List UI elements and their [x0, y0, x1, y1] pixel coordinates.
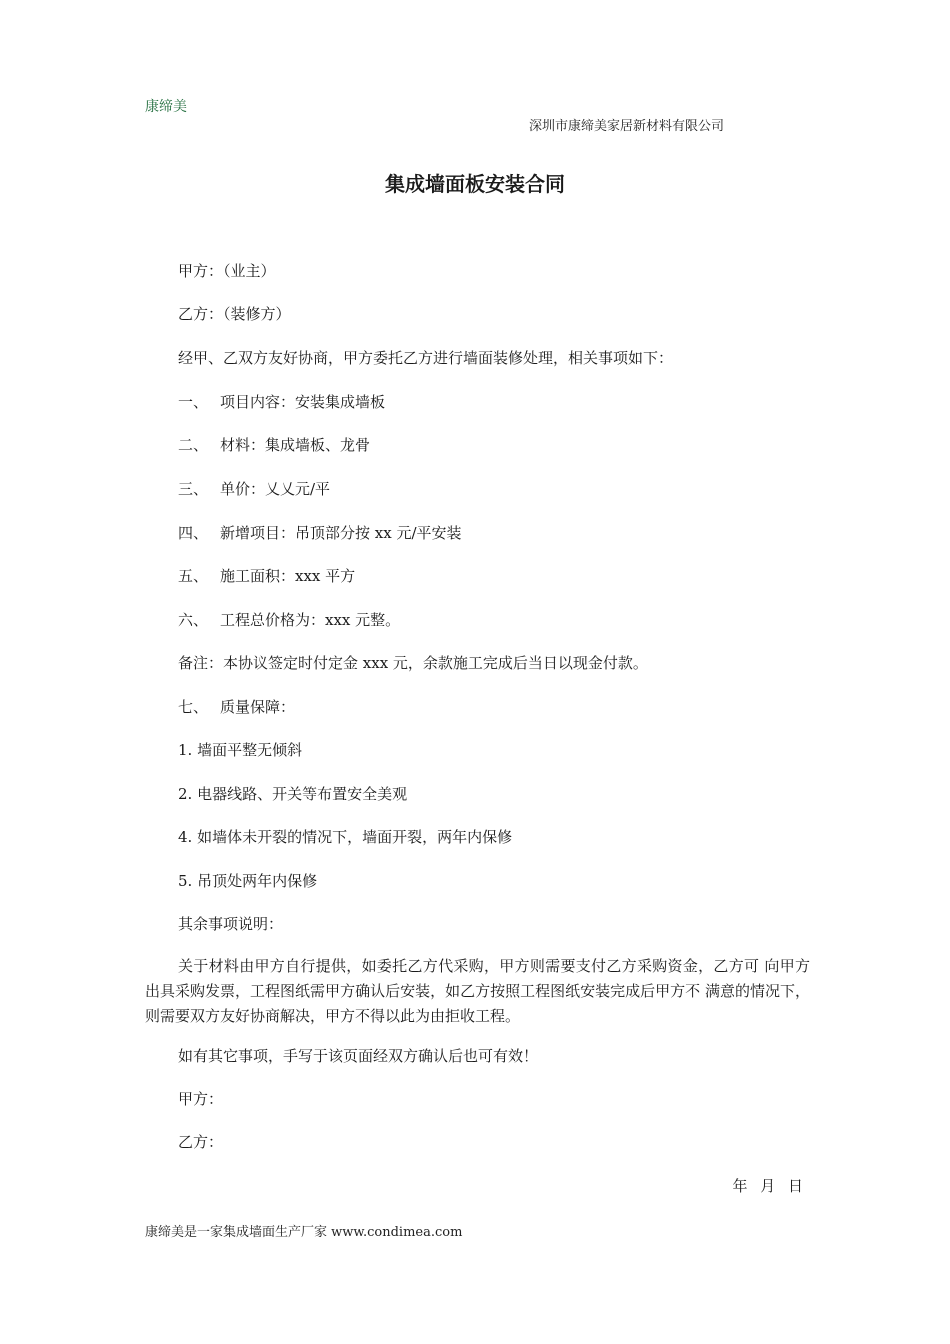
clause-text: 项目内容：安装集成墙板: [220, 393, 386, 411]
clause-item: [178, 522, 462, 543]
quality-item: 4. 如墙体未开裂的情况下，墙面开裂，两年内保修: [178, 828, 513, 846]
clause-number: 三、: [178, 480, 209, 498]
quality-item: 2. 电器线路、开关等布置安全美观: [178, 785, 408, 803]
clause-item: [178, 696, 295, 717]
handwritten-note: 如有其它事项，手写于该页面经双方确认后也可有效！: [178, 1047, 539, 1065]
clause-text: 材料：集成墙板、龙骨: [220, 436, 371, 454]
clause-text: 单价：乂乂元/平: [220, 480, 331, 498]
document-title: 集成墙面板安装合同: [385, 172, 565, 196]
quality-item: 5. 吊顶处两年内保修: [178, 872, 318, 890]
clause-number: 二、: [178, 436, 209, 454]
signature-party-b: 乙方：: [178, 1133, 224, 1151]
clause-item: [178, 391, 385, 412]
clause-text: 质量保障：: [220, 698, 296, 716]
clause-number: 五、: [178, 567, 209, 585]
company-name: 深圳市康缔美家居新材料有限公司: [528, 119, 724, 134]
signature-party-a: 甲方：: [178, 1090, 224, 1108]
other-matters-paragraph: 关于材料由甲方自行提供，如委托乙方代采购，甲方则需要支付乙方采购资金，乙方可 向甲方出具采购发票，工程图纸需甲方确认后安装，如乙方按照工程图纸安装完成后甲方不 满意的情况下，则需要双方友好协商解决，甲方不得以此为由拒收工程。: [145, 957, 810, 1025]
clause-number: 六、: [178, 611, 209, 629]
other-matters-heading: 其余事项说明：: [178, 915, 284, 933]
quality-item: 1. 墙面平整无倾斜: [178, 741, 303, 759]
clause-item: [178, 609, 400, 630]
party-a-line: 甲方：（业主）: [178, 262, 276, 280]
intro-line: 经甲、乙双方友好协商，甲方委托乙方进行墙面装修处理，相关事项如下：: [178, 349, 674, 367]
clause-text: 施工面积：xxx 平方: [220, 567, 356, 585]
clause-text: 新增项目：吊顶部分按 xx 元/平安装: [220, 524, 462, 542]
footer-text: 康缔美是一家集成墙面生产厂家 www.condimea.com: [145, 1225, 463, 1240]
clause-number: 一、: [178, 393, 209, 411]
date-line: 年 月 日: [732, 1177, 807, 1195]
clause-item: [178, 434, 370, 455]
clause-number: 四、: [178, 524, 209, 542]
clause-item: [178, 565, 355, 586]
payment-note: 备注：本协议签定时付定金 xxx 元，余款施工完成后当日以现金付款。: [178, 654, 648, 672]
clause-number: 七、: [178, 698, 209, 716]
brand-name: 康缔美: [145, 99, 187, 115]
party-b-line: 乙方：（装修方）: [178, 305, 291, 323]
clause-item: [178, 478, 330, 499]
clause-text: 工程总价格为：xxx 元整。: [220, 611, 401, 629]
